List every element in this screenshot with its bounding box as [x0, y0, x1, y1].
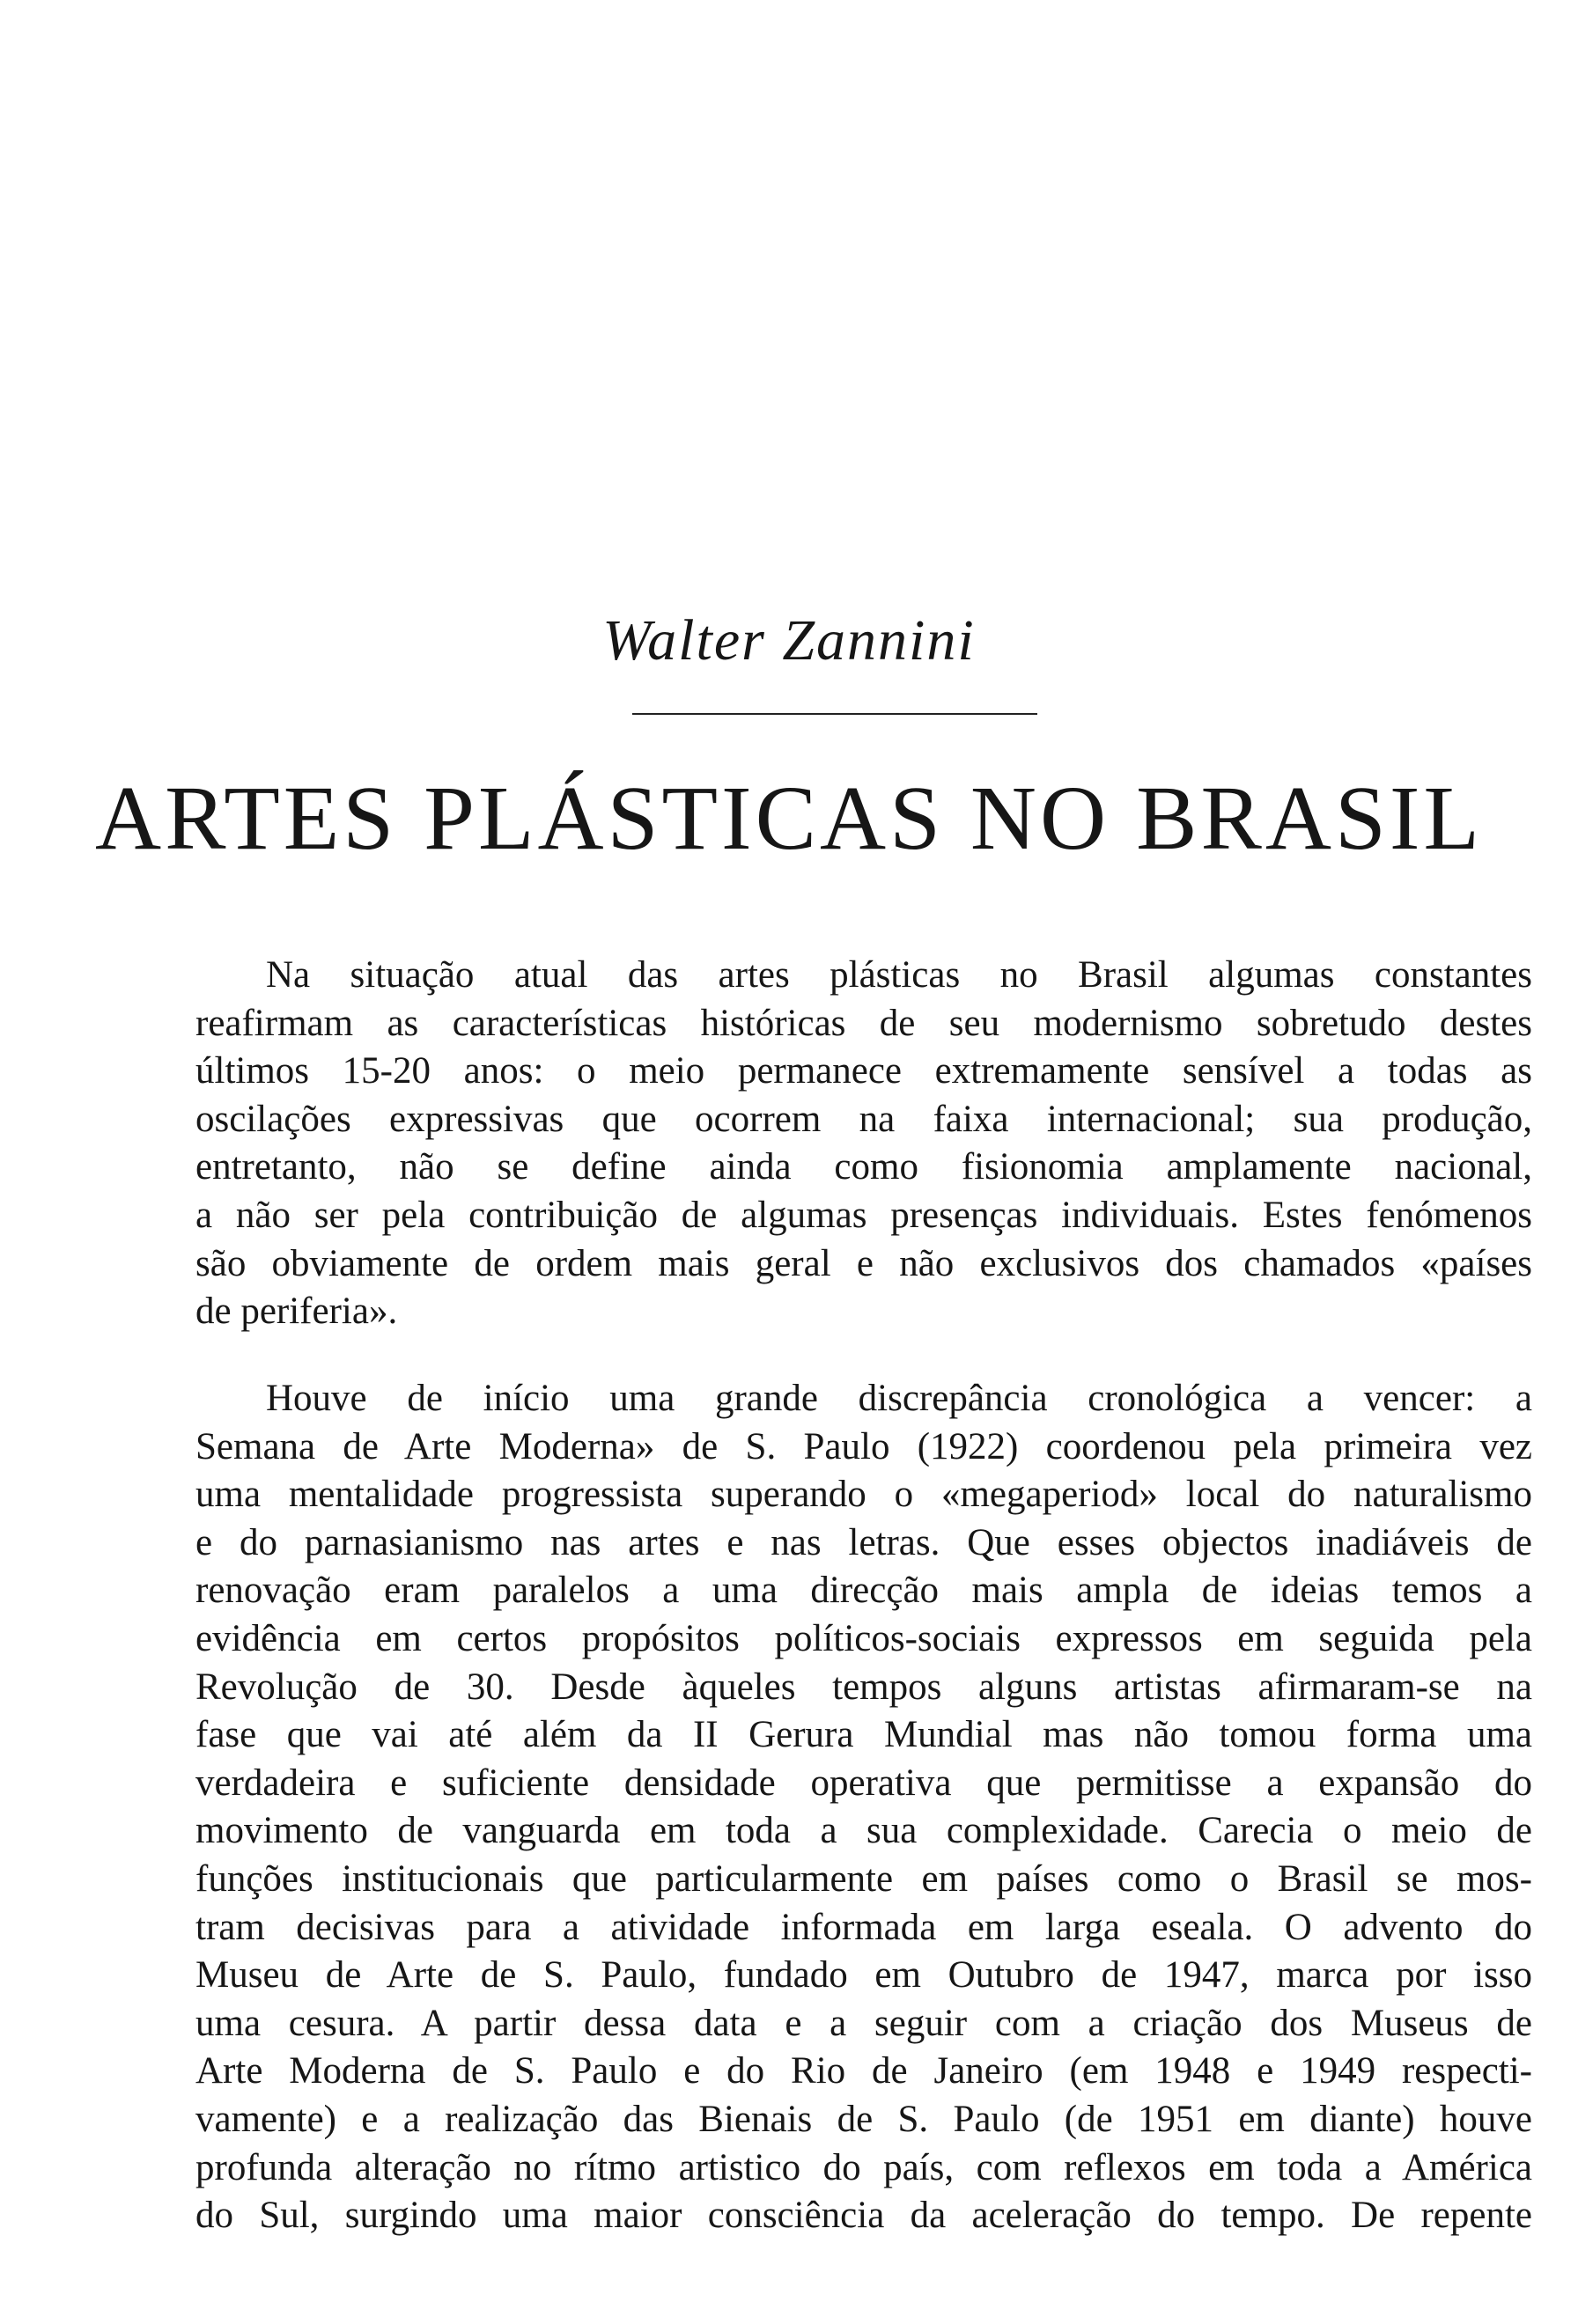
article-title: ARTES PLÁSTICAS NO BRASIL	[95, 768, 1483, 869]
text-line: fase que vai até além da II Gerura Mundial mas não tomou forma uma	[195, 1714, 1532, 1756]
text-line: movimento de vanguarda em toda a sua complexidade. Carecia o meio de	[195, 1810, 1532, 1852]
text-line: Semana de Arte Moderna» de S. Paulo (1922) coordenou pela primeira vez	[195, 1425, 1532, 1467]
text-line: Houve de início uma grande discrepância cronológica a vencer: a	[266, 1378, 1532, 1419]
text-line: Arte Moderna de S. Paulo e do Rio de Janeiro (em 1948 e 1949 respecti-	[195, 2050, 1532, 2092]
text-line: profunda alteração no rítmo artistico do país, com reflexos em toda a América	[195, 2146, 1532, 2188]
text-line: do Sul, surgindo uma maior consciência da aceleração do tempo. De repente	[195, 2195, 1532, 2237]
text-line: Museu de Arte de S. Paulo, fundado em Outubro de 1947, marca por isso	[195, 1954, 1532, 1997]
text-line: reafirmam as características históricas de seu modernismo sobretudo destes	[195, 1002, 1532, 1044]
title-divider	[632, 713, 1037, 715]
text-line: Na situação atual das artes plásticas no Brasil algumas constantes	[266, 954, 1532, 996]
text-line: e do parnasianismo nas artes e nas letras. Que esses objectos inadiáveis de	[195, 1521, 1532, 1563]
text-line: são obviamente de ordem mais geral e não exclusivos dos chamados «países	[195, 1242, 1532, 1284]
text-line: tram decisivas para a atividade informada em larga esealа. O advento do	[195, 1906, 1532, 1948]
text-line: uma cesura. A partir dessa data e a seguir com a criação dos Museus de	[195, 2002, 1532, 2044]
author-name: Walter Zannini	[602, 608, 976, 673]
text-line: oscilações expressivas que ocorrem na faixa internacional; sua produção,	[195, 1098, 1532, 1140]
text-line: uma mentalidade progressista superando o «megaperiod» local do naturalismo	[195, 1474, 1532, 1516]
paragraph-2	[195, 1375, 1532, 2240]
text-line: Revolução de 30. Desde àqueles tempos alguns artistas afirmaram-se na	[195, 1666, 1532, 1708]
text-line: entretanto, não se define ainda como fisionomia amplamente nacional,	[195, 1146, 1532, 1188]
paragraph-1	[195, 952, 1532, 1336]
text-line: últimos 15-20 anos: o meio permanece extremamente sensível a todas as	[195, 1050, 1532, 1092]
text-line: funções institucionais que particularmente em países como o Brasil se mos-	[195, 1857, 1532, 1900]
text-line: renovação eram paralelos a uma direcção mais ampla de ideias temos a	[195, 1570, 1532, 1612]
text-line: verdadeira e suficiente densidade operativa que permitisse a expansão do	[195, 1761, 1532, 1804]
text-line: de periferia».	[195, 1291, 398, 1333]
text-line: a não ser pela contribuição de algumas presenças individuais. Estes fenómenos	[195, 1194, 1532, 1236]
text-line: vamente) e a realização das Bienais de S. Paulo (de 1951 em diante) houve	[195, 2098, 1532, 2140]
text-line: evidência em certos propósitos políticos-sociais expressos em seguida pela	[195, 1617, 1532, 1659]
